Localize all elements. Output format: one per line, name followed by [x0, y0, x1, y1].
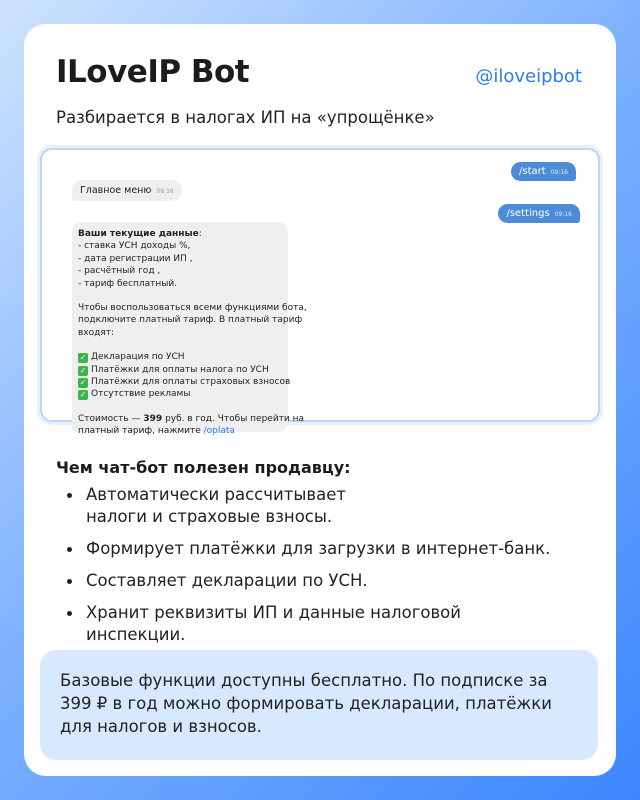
list-item: Автоматически рассчитывает налоги и страховые взносы.: [62, 484, 412, 528]
data-line: - дата регистрации ИП ,: [78, 253, 193, 264]
price-text-rest: руб. в год. Чтобы перейти на: [162, 413, 305, 424]
price-value: 399: [143, 413, 163, 424]
price-text-2: платный тариф, нажмите: [78, 426, 204, 437]
message-text: Главное меню: [80, 185, 152, 196]
message-time: 09:16: [550, 169, 568, 176]
page-title: ILoveIP Bot: [56, 54, 250, 90]
page-subtitle: Разбирается в налогах ИП на «упрощёнке»: [56, 108, 435, 127]
paragraph-line: Чтобы воспользоваться всеми функциями бота,: [78, 303, 307, 314]
data-line: - расчётный год ,: [78, 266, 161, 277]
message-main-menu: [72, 180, 182, 201]
chat-screenshot: [40, 148, 600, 437]
message-time: 09:16: [156, 188, 174, 195]
data-heading-suffix: :: [198, 229, 202, 239]
check-icon: ✓: [79, 365, 87, 375]
message-text: /start: [519, 166, 546, 177]
subscription-note: Базовые функции доступны бесплатно. По подписке за 399 ₽ в год можно формировать декларации, платёжки для налогов и взносов.: [40, 650, 598, 760]
paragraph-line: входят:: [78, 327, 115, 338]
check-icon: ✓: [79, 390, 87, 400]
message-settings: [498, 204, 580, 223]
feature-item: Декларация по УСН: [91, 352, 185, 363]
list-item: Формирует платёжки для загрузки в интернет-банк.: [62, 538, 592, 560]
check-icon: ✓: [79, 353, 87, 363]
check-icon: ✓: [79, 378, 87, 388]
feature-item: Отсутствие рекламы: [91, 389, 191, 400]
benefits-title: Чем чат-бот полезен продавцу:: [56, 458, 351, 477]
message-time: 09:16: [554, 211, 572, 218]
message-current-data: [72, 222, 307, 437]
message-text: /settings: [506, 208, 550, 219]
message-start: [511, 162, 576, 181]
oplata-link[interactable]: /oplata: [203, 426, 235, 437]
paragraph-line: подключите платный тариф. В платный тариф: [78, 315, 303, 326]
data-heading: Ваши текущие данные: [78, 229, 199, 239]
data-line: - ставка УСН доходы %,: [78, 241, 191, 252]
price-text: Стоимость —: [78, 413, 144, 424]
feature-item: Платёжки для оплаты страховых взносов: [91, 377, 291, 388]
list-item: Составляет декларации по УСН.: [62, 570, 592, 592]
benefits-list: [62, 484, 592, 656]
bot-handle[interactable]: @iloveipbot: [475, 66, 582, 87]
feature-item: Платёжки для оплаты налога по УСН: [91, 364, 269, 375]
info-card: [24, 24, 616, 776]
list-item: Хранит реквизиты ИП и данные налоговой инспекции.: [62, 602, 502, 646]
data-line: - тариф бесплатный.: [78, 278, 178, 289]
